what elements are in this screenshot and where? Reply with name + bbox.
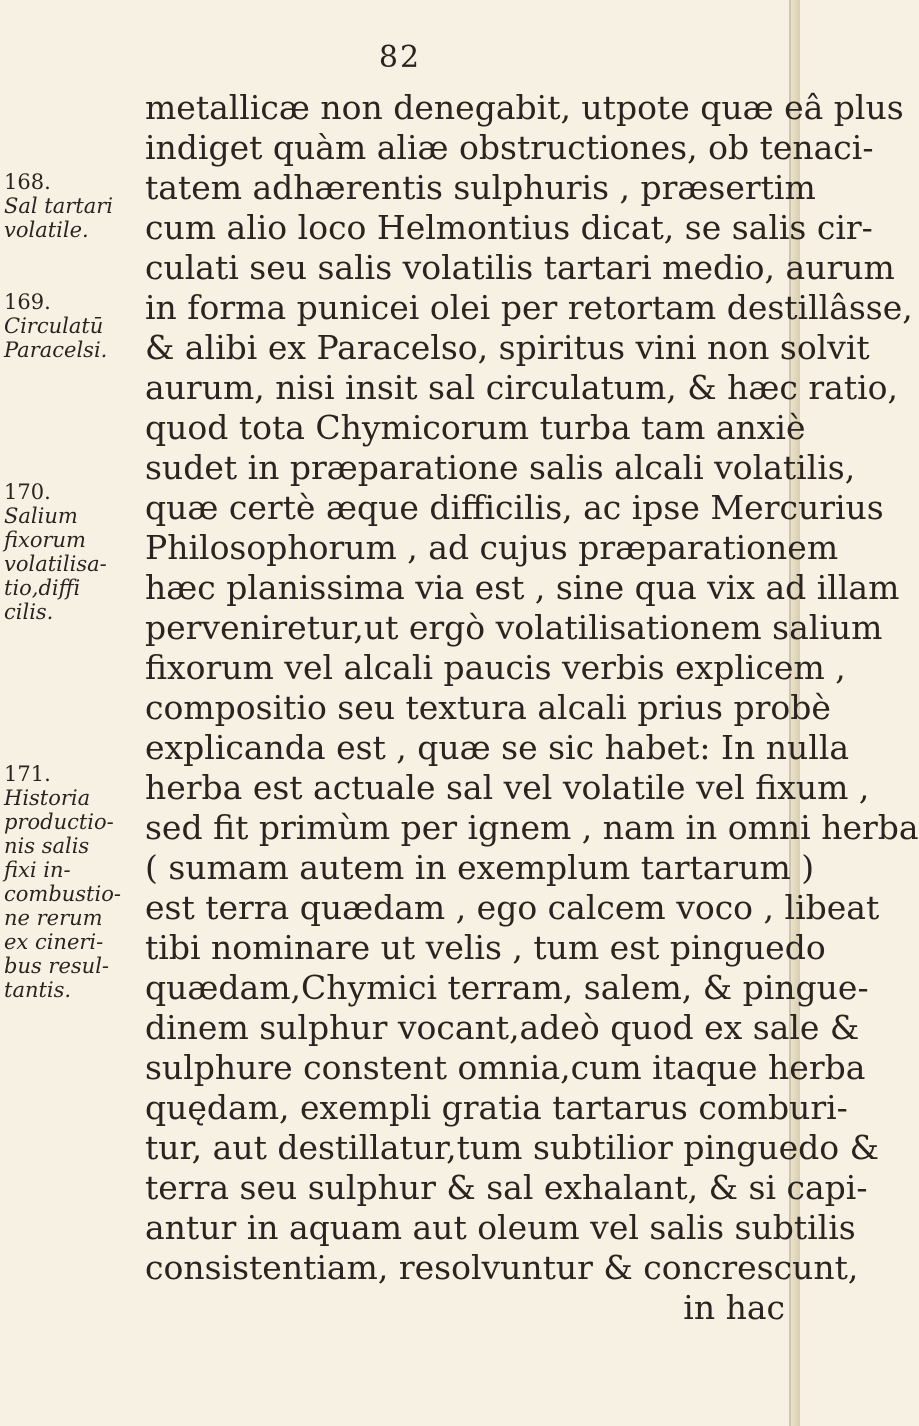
text-line: & alibi ex Paracelso, spiritus vini non solvit bbox=[145, 328, 870, 367]
margin-note-line: volatile. bbox=[4, 218, 89, 242]
margin-note-line: productio- bbox=[4, 810, 114, 834]
text-line: compositio seu textura alcali prius probè bbox=[145, 688, 831, 727]
margin-note-line: tio,diffi bbox=[4, 576, 81, 600]
margin-note-line: tantis. bbox=[4, 978, 72, 1002]
text-line: tur, aut destillatur,tum subtilior pinguedo & bbox=[145, 1128, 880, 1167]
text-line: sulphure constent omnia,cum itaque herba bbox=[145, 1048, 866, 1087]
margin-note-line: ne rerum bbox=[4, 906, 103, 930]
margin-note-line: nis salis bbox=[4, 834, 90, 858]
text-line: metallicæ non denegabit, utpote quæ eâ plus bbox=[145, 88, 904, 127]
margin-note-168 bbox=[4, 170, 139, 242]
margin-note-line: volatilisa- bbox=[4, 552, 107, 576]
margin-note-171 bbox=[4, 762, 139, 1002]
text-line: quędam, exempli gratia tartarus comburi- bbox=[145, 1088, 848, 1127]
text-line: cum alio loco Helmontius dicat, se salis cir- bbox=[145, 208, 873, 247]
margin-note-170 bbox=[4, 480, 139, 624]
margin-note-line: Paracelsi. bbox=[4, 338, 108, 362]
margin-note-number: 171. bbox=[4, 762, 51, 786]
page-number: 82 bbox=[378, 40, 422, 75]
margin-note-line: cilis. bbox=[4, 600, 54, 624]
text-line: quædam,Chymici terram, salem, & pingue- bbox=[145, 968, 869, 1007]
text-line: consistentiam, resolvuntur & concrescunt, bbox=[145, 1248, 859, 1287]
text-line: ( sumam autem in exemplum tartarum ) bbox=[145, 848, 815, 887]
text-line: terra seu sulphur & sal exhalant, & si capi- bbox=[145, 1168, 868, 1207]
text-line: indiget quàm aliæ obstructiones, ob tenaci- bbox=[145, 128, 874, 167]
text-line: dinem sulphur vocant,adeò quod ex sale & bbox=[145, 1008, 860, 1047]
text-line: perveniretur,ut ergò volatilisationem salium bbox=[145, 608, 883, 647]
margin-note-line: fixi in- bbox=[4, 858, 71, 882]
margin-note-number: 169. bbox=[4, 290, 51, 314]
text-line: in forma punicei olei per retortam destillâsse, bbox=[145, 288, 913, 327]
text-line: Philosophorum , ad cujus præparationem bbox=[145, 528, 839, 567]
text-line: tatem adhærentis sulphuris , præsertim bbox=[145, 168, 816, 207]
text-line: hæc planissima via est , sine qua vix ad illam bbox=[145, 568, 900, 607]
text-line: herba est actuale sal vel volatile vel fixum , bbox=[145, 768, 870, 807]
catchword: in hac bbox=[683, 1288, 785, 1327]
text-line: aurum, nisi insit sal circulatum, & hæc ratio, bbox=[145, 368, 899, 407]
text-line: tibi nominare ut velis , tum est pinguedo bbox=[145, 928, 826, 967]
margin-note-line: Sal tartari bbox=[4, 194, 114, 218]
text-line: quæ certè æque difficilis, ac ipse Mercurius bbox=[145, 488, 884, 527]
text-line: antur in aquam aut oleum vel salis subtilis bbox=[145, 1208, 856, 1247]
margin-note-number: 168. bbox=[4, 170, 51, 194]
margin-note-line: ex cineri- bbox=[4, 930, 104, 954]
margin-note-line: Salium bbox=[4, 504, 78, 528]
margin-note-line: bus resul- bbox=[4, 954, 109, 978]
margin-note-line: Circulatū bbox=[4, 314, 104, 338]
margin-note-line: Historia bbox=[4, 786, 91, 810]
text-line: sed fit primùm per ignem , nam in omni herba bbox=[145, 808, 919, 847]
margin-note-169 bbox=[4, 290, 139, 362]
margin-note-line: combustio- bbox=[4, 882, 121, 906]
text-line: quod tota Chymicorum turba tam anxiè bbox=[145, 408, 806, 447]
text-line: explicanda est , quæ se sic habet: In nulla bbox=[145, 728, 850, 767]
margin-note-number: 170. bbox=[4, 480, 51, 504]
text-line: culati seu salis volatilis tartari medio, aurum bbox=[145, 248, 895, 287]
text-line: est terra quædam , ego calcem voco , libeat bbox=[145, 888, 880, 927]
margin-note-line: fixorum bbox=[4, 528, 86, 552]
text-line: fixorum vel alcali paucis verbis explicem , bbox=[145, 648, 846, 687]
text-line: sudet in præparatione salis alcali volatilis, bbox=[145, 448, 856, 487]
